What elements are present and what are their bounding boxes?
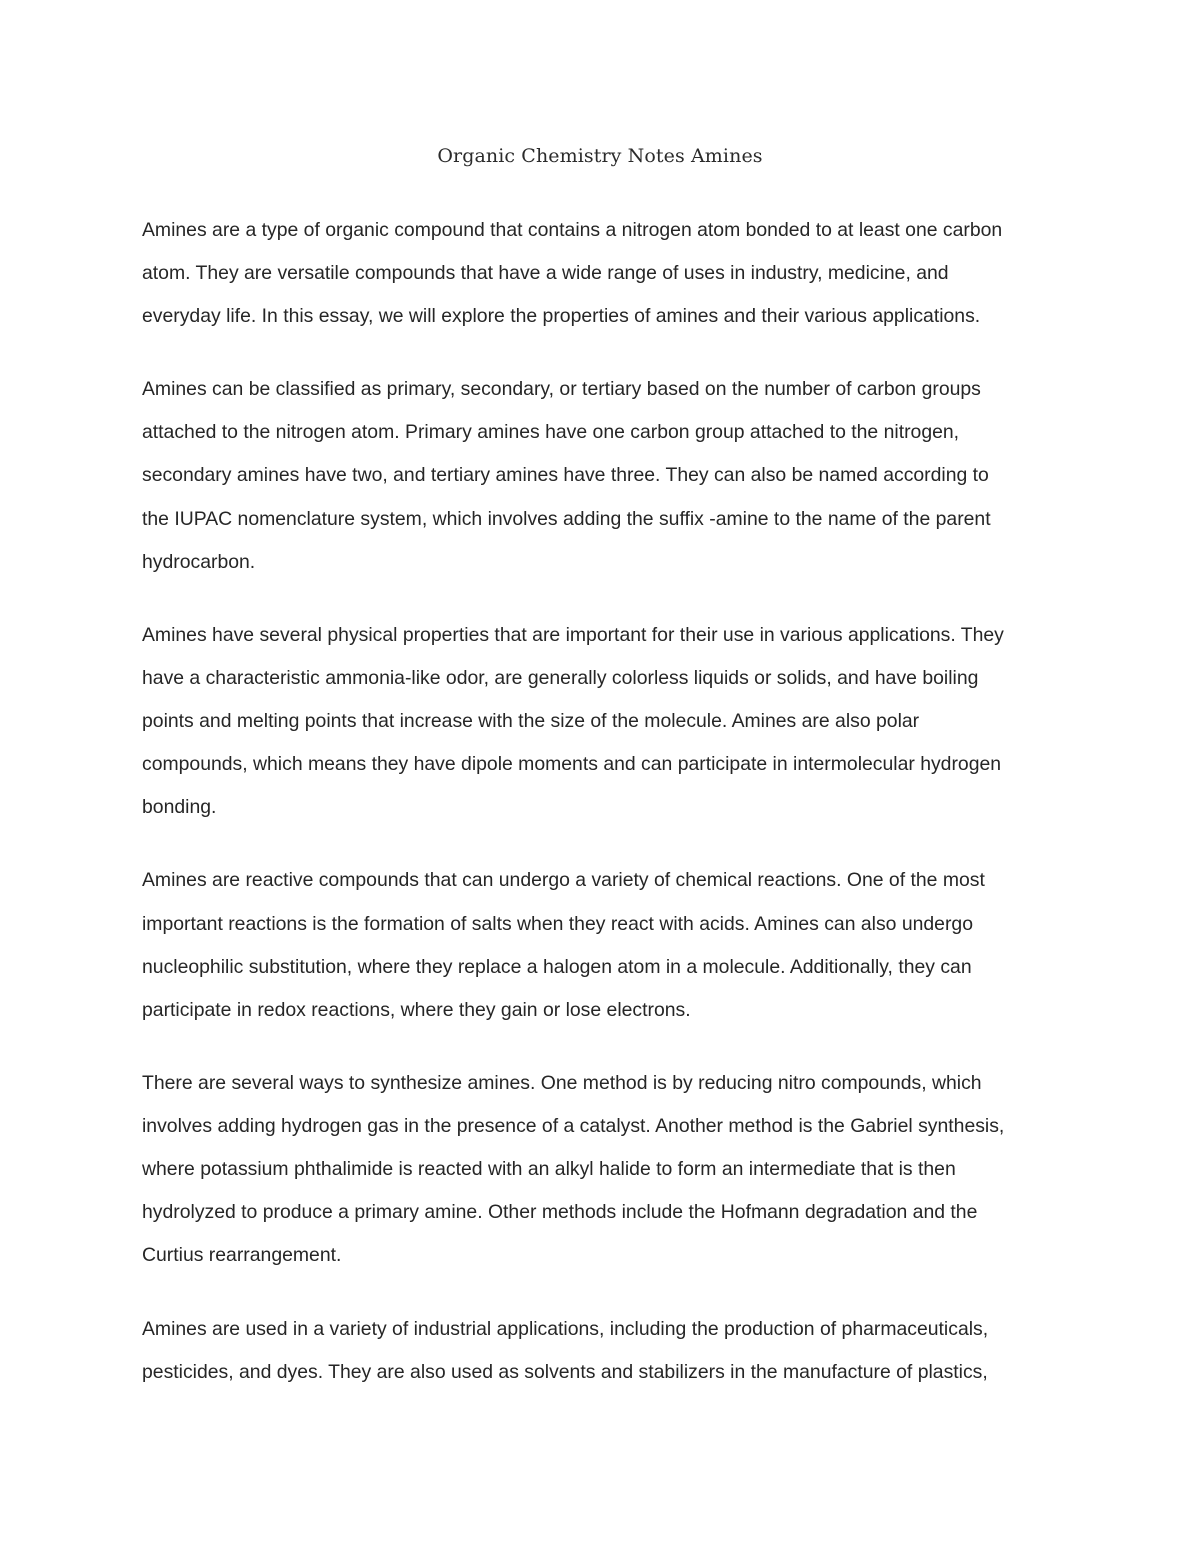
paragraph-line: Amines can be classified as primary, secondary, or tertiary based on the number of carbon groups	[142, 378, 981, 400]
paragraph-line: points and melting points that increase with the size of the molecule. Amines are also polar	[142, 710, 920, 732]
paragraph-line: atom. They are versatile compounds that have a wide range of uses in industry, medicine, and	[142, 262, 949, 284]
paragraph-line: important reactions is the formation of salts when they react with acids. Amines can also undergo	[142, 913, 973, 935]
document-title: Organic Chemistry Notes Amines	[437, 145, 763, 167]
paragraph-line: There are several ways to synthesize amines. One method is by reducing nitro compounds, which	[142, 1072, 982, 1094]
paragraph-line: hydrolyzed to produce a primary amine. Other methods include the Hofmann degradation and the	[142, 1201, 978, 1223]
paragraph-line: Curtius rearrangement.	[142, 1244, 342, 1266]
paragraph-line: Amines have several physical properties that are important for their use in various applications. They	[142, 624, 1004, 646]
paragraph-line: everyday life. In this essay, we will explore the properties of amines and their various applications.	[142, 305, 981, 327]
paragraph-line: Amines are a type of organic compound that contains a nitrogen atom bonded to at least one carbon	[142, 219, 1003, 241]
paragraph-line: nucleophilic substitution, where they replace a halogen atom in a molecule. Additionally, they can	[142, 956, 972, 978]
paragraph-line: Amines are used in a variety of industrial applications, including the production of pharmaceuticals,	[142, 1318, 989, 1340]
paragraph-line: involves adding hydrogen gas in the presence of a catalyst. Another method is the Gabriel synthesis,	[142, 1115, 1005, 1137]
paragraph-line: compounds, which means they have dipole moments and can participate in intermolecular hydrogen	[142, 753, 1002, 775]
paragraph-line: secondary amines have two, and tertiary amines have three. They can also be named according to	[142, 464, 989, 486]
paragraph-line: pesticides, and dyes. They are also used as solvents and stabilizers in the manufacture of plastics,	[142, 1361, 988, 1383]
paragraph-line: participate in redox reactions, where they gain or lose electrons.	[142, 999, 691, 1021]
paragraph-line: where potassium phthalimide is reacted with an alkyl halide to form an intermediate that is then	[142, 1158, 956, 1180]
paragraph-line: Amines are reactive compounds that can undergo a variety of chemical reactions. One of the most	[142, 869, 985, 891]
paragraph-line: attached to the nitrogen atom. Primary amines have one carbon group attached to the nitrogen,	[142, 421, 960, 443]
paragraph-line: have a characteristic ammonia-like odor, are generally colorless liquids or solids, and have boiling	[142, 667, 979, 689]
paragraph-line: hydrocarbon.	[142, 551, 256, 573]
paragraph-line: bonding.	[142, 796, 217, 818]
paragraph-line: the IUPAC nomenclature system, which involves adding the suffix -amine to the name of the parent	[142, 508, 991, 530]
